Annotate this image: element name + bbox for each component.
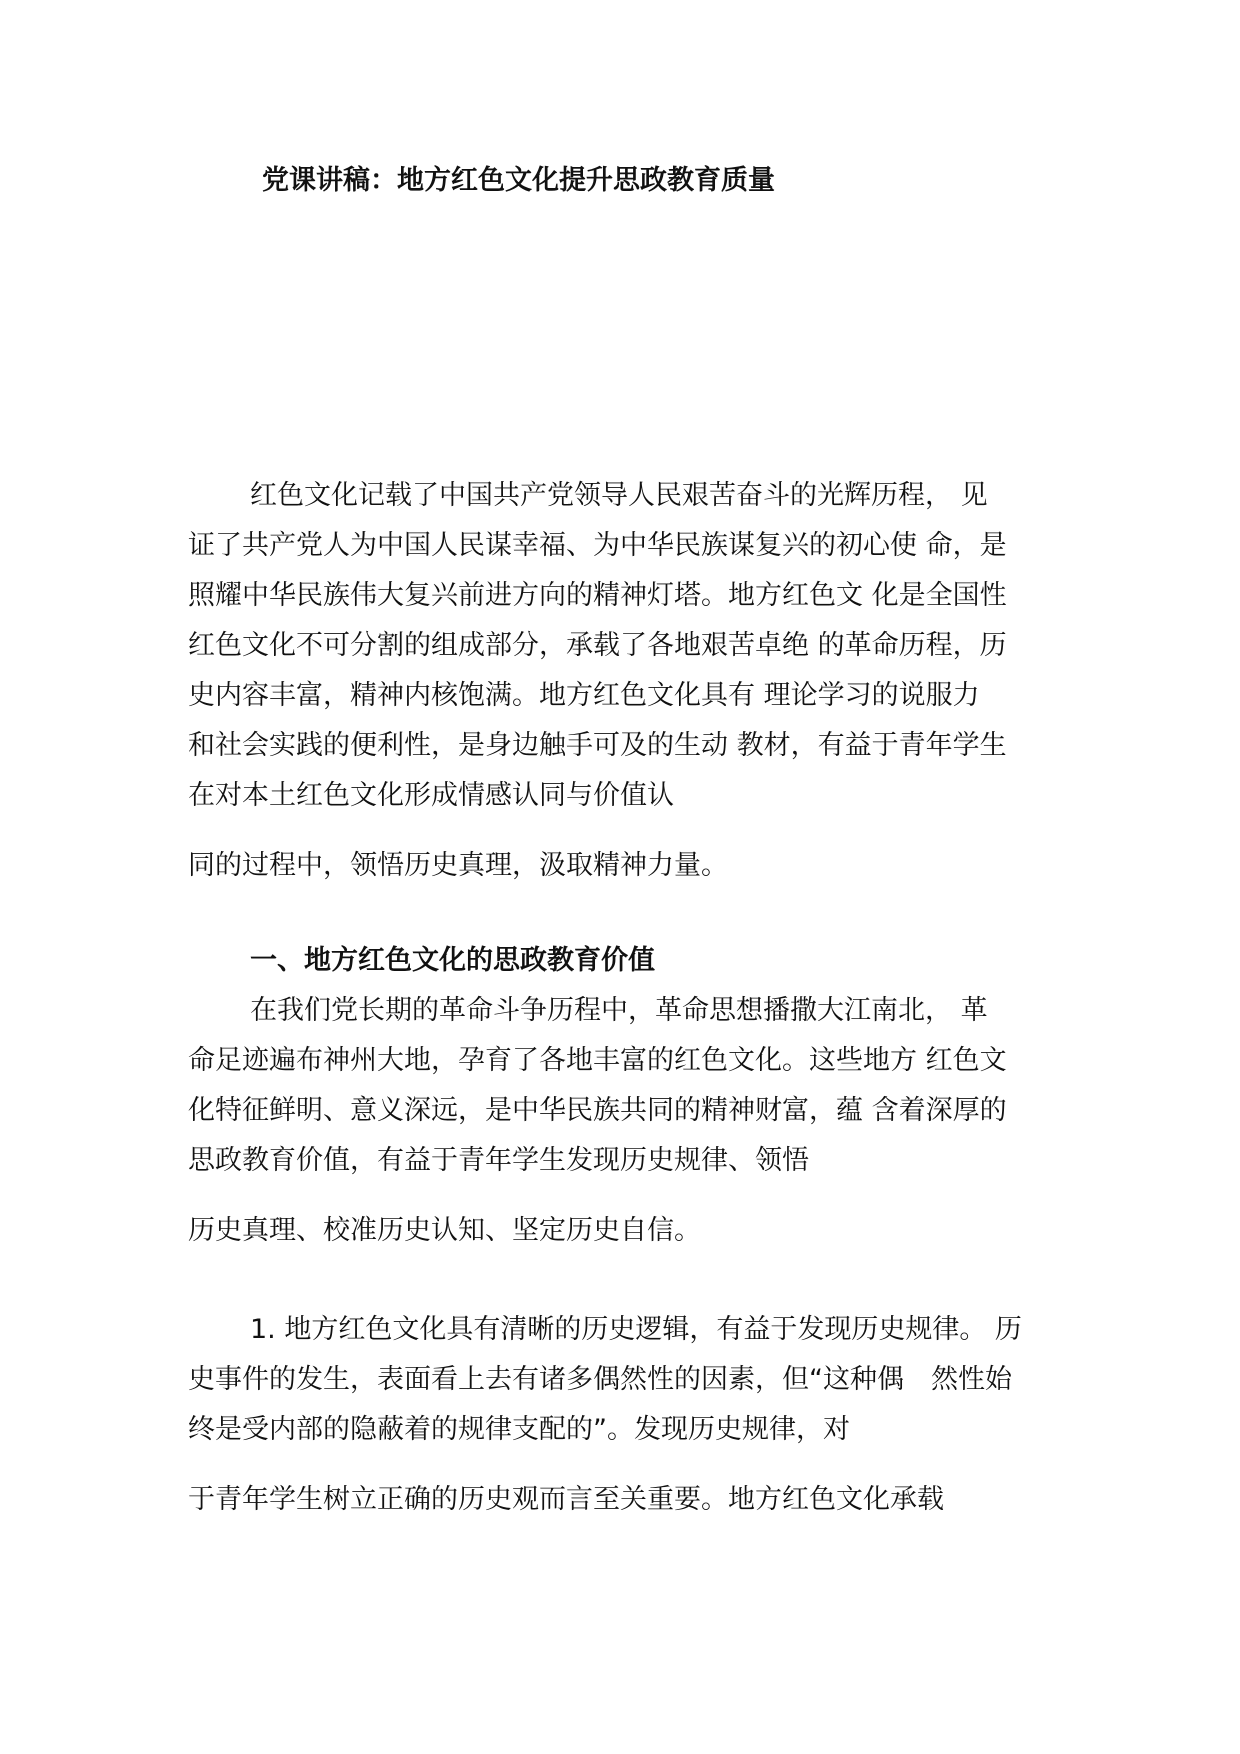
paragraph-line: 在对本土红色文化形成情感认同与价值认 <box>188 780 674 811</box>
paragraph-line: 照耀中华民族伟大复兴前进方向的精神灯塔。地方红色文 化是全国性 <box>188 580 1007 611</box>
paragraph-line: 和社会实践的便利性，是身边触手可及的生动 教材，有益于青年学生 <box>188 730 1007 761</box>
section-heading: 一、地方红色文化的思政教育价值 <box>250 945 655 976</box>
paragraph-line: 史事件的发生，表面看上去有诸多偶然性的因素，但“这种偶 然性始 <box>188 1364 1012 1395</box>
paragraph-line: 终是受内部的隐蔽着的规律支配的”。发现历史规律，对 <box>188 1414 850 1445</box>
paragraph-line: 命足迹遍布神州大地，孕育了各地丰富的红色文化。这些地方 红色文 <box>188 1045 1007 1076</box>
paragraph-line: 红色文化不可分割的组成部分，承载了各地艰苦卓绝 的革命历程，历 <box>188 630 1007 661</box>
paragraph-line: 历史真理、校准历史认知、坚定历史自信。 <box>188 1215 701 1246</box>
document-title: 党课讲稿：地方红色文化提升思政教育质量 <box>262 165 775 196</box>
paragraph-line: 红色文化记载了中国共产党领导人民艰苦奋斗的光辉历程， 见 <box>250 480 988 511</box>
paragraph-line: 化特征鲜明、意义深远，是中华民族共同的精神财富，蕴 含着深厚的 <box>188 1095 1007 1126</box>
paragraph-line: 在我们党长期的革命斗争历程中，革命思想播撒大江南北， 革 <box>250 995 988 1026</box>
paragraph-line: 史内容丰富，精神内核饱满。地方红色文化具有 理论学习的说服力 <box>188 680 980 711</box>
paragraph-line: 证了共产党人为中国人民谋幸福、为中华民族谋复兴的初心使 命，是 <box>188 530 1007 561</box>
paragraph-line: 于青年学生树立正确的历史观而言至关重要。地方红色文化承载 <box>188 1484 944 1515</box>
paragraph-line: 同的过程中，领悟历史真理，汲取精神力量。 <box>188 850 728 881</box>
paragraph-line: 思政教育价值，有益于青年学生发现历史规律、领悟 <box>188 1145 809 1176</box>
paragraph-line: 1. 地方红色文化具有清晰的历史逻辑，有益于发现历史规律。 历 <box>250 1314 1022 1345</box>
